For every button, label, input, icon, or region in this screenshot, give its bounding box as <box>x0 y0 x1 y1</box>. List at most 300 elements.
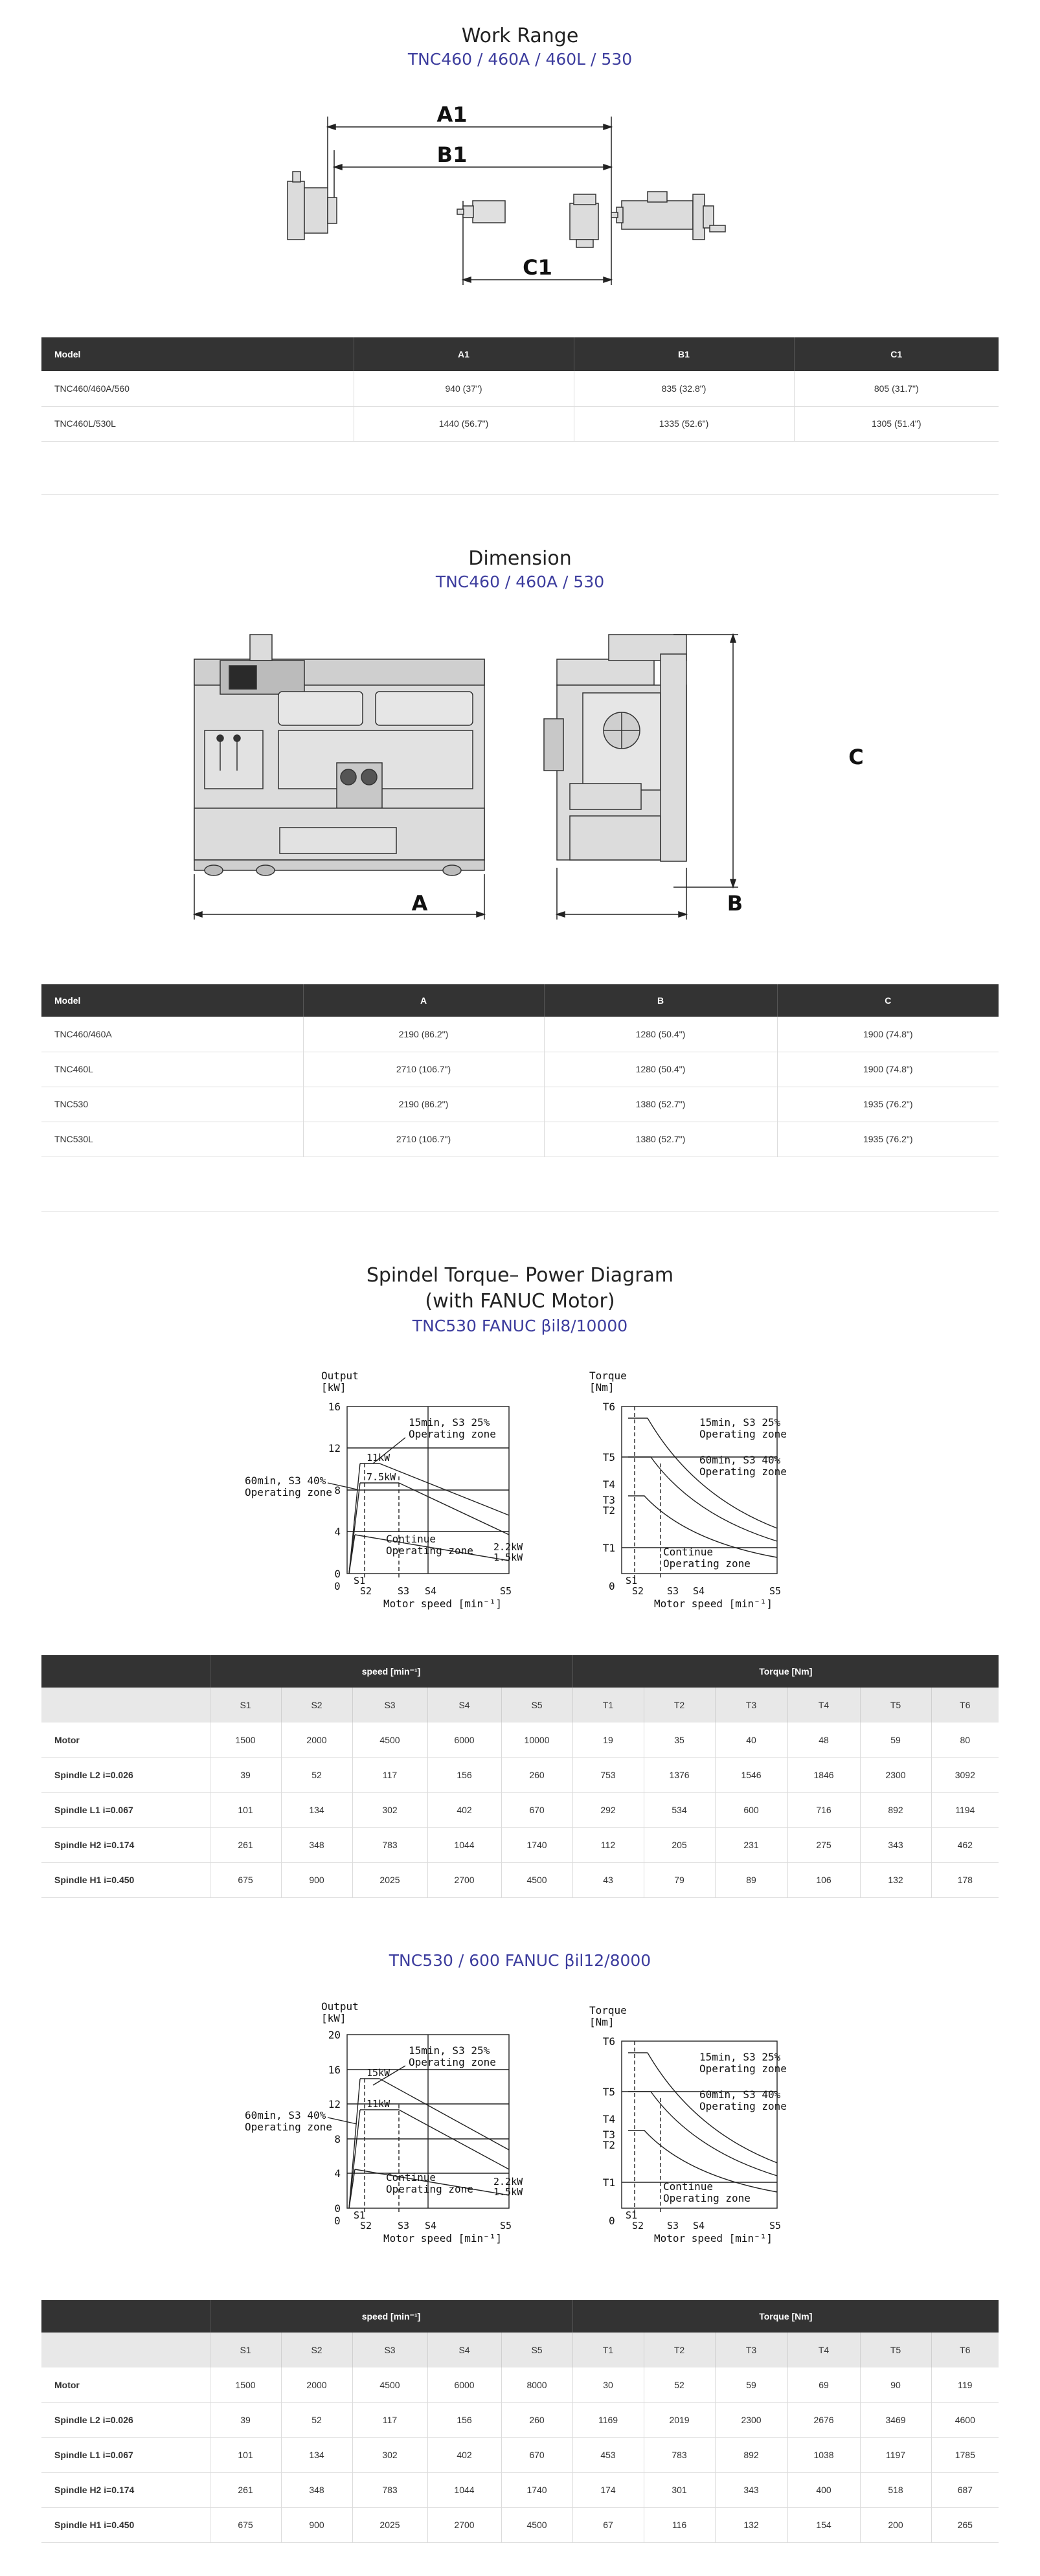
cell: 670 <box>501 2437 572 2472</box>
cell: 940 (37") <box>354 371 574 406</box>
cell: 1197 <box>860 2437 931 2472</box>
table-row <box>41 2367 999 2402</box>
s-label: S4 <box>693 2220 705 2231</box>
cell: 2700 <box>427 1862 501 1897</box>
header-blank <box>41 2300 210 2333</box>
cell: 900 <box>281 2507 352 2542</box>
zone-60-label-b: Operating zone <box>699 1465 787 1478</box>
cell: 4500 <box>501 2507 572 2542</box>
cell: 1194 <box>931 1792 999 1827</box>
cell: 753 <box>572 1757 644 1792</box>
cell: 348 <box>281 2472 352 2507</box>
cell: 101 <box>210 1792 281 1827</box>
diagram2-table <box>41 2300 999 2543</box>
cell: 783 <box>352 1827 427 1862</box>
s-label: S5 <box>500 2220 512 2231</box>
power-marker: 11kW <box>367 2098 390 2110</box>
cell: 2710 (106.7") <box>303 1052 544 1087</box>
cell: 675 <box>210 2507 281 2542</box>
torque-title-line2: (with FANUC Motor) <box>425 1290 615 1313</box>
s-label: S2 <box>360 2220 372 2231</box>
power-origin: 0 <box>334 2215 341 2227</box>
header-t1: T1 <box>572 2333 644 2367</box>
torque-x-label: Motor speed [min⁻¹] <box>654 2232 773 2244</box>
cell: 89 <box>715 1862 787 1897</box>
row-label: Motor <box>41 1723 210 1757</box>
s-label: S3 <box>667 2220 679 2231</box>
torque-title: Spindel Torque– Power Diagram <box>366 1264 674 1287</box>
torque-ytick: T2 <box>602 1504 615 1517</box>
section-divider <box>41 494 999 495</box>
section-divider <box>41 1211 999 1212</box>
machine-side-view <box>544 635 686 861</box>
cell: 534 <box>644 1792 715 1827</box>
diagram2-subtitle: TNC530 / 600 FANUC βil12/8000 <box>389 1951 651 1970</box>
header-s3: S3 <box>352 2333 427 2367</box>
zone-60-label: 60min, S3 40% <box>699 2088 781 2101</box>
header-blank <box>41 1688 210 1723</box>
cell: 343 <box>860 1827 931 1862</box>
cell: 2025 <box>352 1862 427 1897</box>
table-row <box>41 2507 999 2542</box>
s-label: S5 <box>769 2220 782 2231</box>
header-t1: T1 <box>572 1688 644 1723</box>
cell: 43 <box>572 1862 644 1897</box>
cell: 1740 <box>501 2472 572 2507</box>
cell: 265 <box>931 2507 999 2542</box>
cell: TNC530L <box>41 1122 303 1157</box>
cell: 518 <box>860 2472 931 2507</box>
torque-ytick: T4 <box>602 2113 615 2125</box>
table-row <box>41 1792 999 1827</box>
table-header-row <box>41 337 999 371</box>
turret-tool <box>611 192 725 240</box>
cell: 39 <box>210 2402 281 2437</box>
table-row <box>41 1827 999 1862</box>
cell: 1546 <box>715 1757 787 1792</box>
cell: 783 <box>644 2437 715 2472</box>
cell: 4500 <box>352 2367 427 2402</box>
cell: 106 <box>787 1862 860 1897</box>
power-x-label: Motor speed [min⁻¹] <box>383 1598 503 1610</box>
cell: 900 <box>281 1862 352 1897</box>
diagram2-torque-chart <box>583 2001 855 2254</box>
cell: 302 <box>352 1792 427 1827</box>
cell: 80 <box>931 1723 999 1757</box>
cell: 2300 <box>860 1757 931 1792</box>
cell: 1500 <box>210 2367 281 2402</box>
work-range-subtitle: TNC460 / 460A / 460L / 530 <box>407 50 633 69</box>
header-a: A <box>303 984 544 1017</box>
work-range-table <box>41 337 999 442</box>
power-y-unit: [kW] <box>321 2012 346 2024</box>
cell: 4500 <box>501 1862 572 1897</box>
cell: 275 <box>787 1827 860 1862</box>
torque-ytick: T1 <box>602 2176 615 2189</box>
cell: 1740 <box>501 1827 572 1862</box>
header-b1: B1 <box>574 337 794 371</box>
s-label: S1 <box>354 2209 366 2221</box>
cell: 835 (32.8") <box>574 371 794 406</box>
continue-label-b: Operating zone <box>663 1557 751 1570</box>
power-ytick: 8 <box>334 2133 341 2145</box>
header-t4: T4 <box>787 1688 860 1723</box>
table-header-row <box>41 984 999 1017</box>
power-marker: 1.5kW <box>493 2186 523 2198</box>
cell: 35 <box>644 1723 715 1757</box>
cell: 2000 <box>281 2367 352 2402</box>
cell: 116 <box>644 2507 715 2542</box>
dim-label-c1: C1 <box>523 255 552 280</box>
cell: 1500 <box>210 1723 281 1757</box>
cell: 134 <box>281 2437 352 2472</box>
table-row <box>41 2437 999 2472</box>
torque-origin: 0 <box>609 2215 615 2227</box>
power-y-title: Output <box>321 1370 359 1382</box>
cell: TNC460/460A <box>41 1017 303 1052</box>
cell: 154 <box>787 2507 860 2542</box>
header-torque-group: Torque [Nm] <box>572 2300 999 2333</box>
header-t2: T2 <box>644 1688 715 1723</box>
cell: 2025 <box>352 2507 427 2542</box>
table-row <box>41 1087 999 1122</box>
row-label: Spindle H2 i=0.174 <box>41 2472 210 2507</box>
cell: 8000 <box>501 2367 572 2402</box>
header-s1: S1 <box>210 2333 281 2367</box>
power-ytick: 12 <box>328 1442 341 1454</box>
s-label: S4 <box>425 2220 437 2231</box>
cell: 3469 <box>860 2402 931 2437</box>
zone-15-label: 15min, S3 25% <box>699 1416 781 1429</box>
cell: 40 <box>715 1723 787 1757</box>
header-c: C <box>777 984 999 1017</box>
torque-y-title: Torque <box>589 1370 627 1382</box>
power-marker: 11kW <box>367 1452 390 1463</box>
continue-label: Continue <box>386 2171 436 2184</box>
power-ytick: 0 <box>334 2202 341 2215</box>
workpiece <box>457 201 505 223</box>
cell: 687 <box>931 2472 999 2507</box>
s-label: S4 <box>425 1585 437 1597</box>
cell: 1305 (51.4") <box>794 406 999 441</box>
cell: 1440 (56.7") <box>354 406 574 441</box>
header-torque-group: Torque [Nm] <box>572 1655 999 1688</box>
cell: 1380 (52.7") <box>544 1087 777 1122</box>
zone-15-label-b: Operating zone <box>699 1428 787 1440</box>
cell: 59 <box>715 2367 787 2402</box>
cell: 1785 <box>931 2437 999 2472</box>
table-row <box>41 1122 999 1157</box>
header-a1: A1 <box>354 337 574 371</box>
cell: 1169 <box>572 2402 644 2437</box>
s-label: S2 <box>632 1585 644 1597</box>
torque-ytick: T2 <box>602 2139 615 2151</box>
power-ytick: 4 <box>334 1526 341 1538</box>
power-ytick: 20 <box>328 2029 341 2041</box>
s-label: S2 <box>360 1585 372 1597</box>
cell: 292 <box>572 1792 644 1827</box>
work-range-drawing <box>278 91 771 298</box>
s-label: S3 <box>398 1585 410 1597</box>
table-row <box>41 2472 999 2507</box>
table-row <box>41 2402 999 2437</box>
cell: TNC460L/530L <box>41 406 354 441</box>
torque-ytick: T3 <box>602 2129 615 2141</box>
torque-ytick: T6 <box>602 1401 615 1413</box>
power-ytick: 12 <box>328 2098 341 2110</box>
cell: 1038 <box>787 2437 860 2472</box>
cell: 716 <box>787 1792 860 1827</box>
cell: 200 <box>860 2507 931 2542</box>
zone-60-label: 60min, S3 40% <box>245 1474 326 1487</box>
continue-label-b: Operating zone <box>386 1544 473 1557</box>
header-speed-group: speed [min⁻¹] <box>210 2300 572 2333</box>
torque-y-title: Torque <box>589 2004 627 2017</box>
s-label: S1 <box>626 1575 638 1587</box>
power-y-title: Output <box>321 2001 359 2013</box>
continue-label: Continue <box>663 1546 714 1558</box>
cell: 2000 <box>281 1723 352 1757</box>
cell: 156 <box>427 2402 501 2437</box>
cell: 1335 (52.6") <box>574 406 794 441</box>
torque-ytick: T6 <box>602 2035 615 2048</box>
power-ytick: 8 <box>334 1484 341 1497</box>
header-b: B <box>544 984 777 1017</box>
cell: 69 <box>787 2367 860 2402</box>
torque-ytick: T3 <box>602 1494 615 1506</box>
diagram1-torque-chart <box>583 1366 855 1619</box>
cell: 3092 <box>931 1757 999 1792</box>
header-s5: S5 <box>501 1688 572 1723</box>
cell: 453 <box>572 2437 644 2472</box>
power-marker: 2.2kW <box>493 2176 523 2187</box>
torque-y-unit: [Nm] <box>589 2016 615 2028</box>
zone-60-label-b: Operating zone <box>245 1486 332 1498</box>
table-row <box>41 1017 999 1052</box>
table-sub-header-row <box>41 1688 999 1723</box>
row-label: Spindle H1 i=0.450 <box>41 1862 210 1897</box>
zone-60-label: 60min, S3 40% <box>699 1454 781 1466</box>
cell: 462 <box>931 1827 999 1862</box>
table-group-header-row <box>41 2300 999 2333</box>
header-s2: S2 <box>281 1688 352 1723</box>
header-s3: S3 <box>352 1688 427 1723</box>
s-label: S1 <box>626 2209 638 2221</box>
cell: 783 <box>352 2472 427 2507</box>
cell: 1280 (50.4") <box>544 1052 777 1087</box>
cell: 2710 (106.7") <box>303 1122 544 1157</box>
chuck-headstock <box>288 172 337 240</box>
diagram1-subtitle: TNC530 FANUC βil8/10000 <box>412 1316 628 1335</box>
diagram2-power-chart <box>243 2001 567 2254</box>
power-marker: 1.5kW <box>493 1552 523 1563</box>
cell: 261 <box>210 1827 281 1862</box>
cell: 205 <box>644 1827 715 1862</box>
zone-15-label: 15min, S3 25% <box>409 2044 490 2057</box>
table-row <box>41 1723 999 1757</box>
machine-front-view <box>194 635 484 876</box>
cell: 178 <box>931 1862 999 1897</box>
cell: 260 <box>501 2402 572 2437</box>
cell: 19 <box>572 1723 644 1757</box>
cell: 174 <box>572 2472 644 2507</box>
cell: TNC530 <box>41 1087 303 1122</box>
header-model: Model <box>41 984 303 1017</box>
cell: 1846 <box>787 1757 860 1792</box>
cell: 261 <box>210 2472 281 2507</box>
zone-60-label: 60min, S3 40% <box>245 2109 326 2121</box>
cell: 343 <box>715 2472 787 2507</box>
power-ytick: 16 <box>328 2064 341 2076</box>
header-t5: T5 <box>860 2333 931 2367</box>
header-speed-group: speed [min⁻¹] <box>210 1655 572 1688</box>
dimension-subtitle: TNC460 / 460A / 530 <box>435 572 605 591</box>
cell: 52 <box>281 1757 352 1792</box>
header-t6: T6 <box>931 2333 999 2367</box>
cell: 1900 (74.8") <box>777 1052 999 1087</box>
continue-label-b: Operating zone <box>663 2192 751 2204</box>
cell: 675 <box>210 1862 281 1897</box>
cell: 260 <box>501 1757 572 1792</box>
cell: 301 <box>644 2472 715 2507</box>
cell: 2700 <box>427 2507 501 2542</box>
cell: 6000 <box>427 1723 501 1757</box>
cell: 156 <box>427 1757 501 1792</box>
torque-y-unit: [Nm] <box>589 1381 615 1394</box>
power-marker: 7.5kW <box>367 1471 396 1483</box>
cell: 302 <box>352 2437 427 2472</box>
cell: 2190 (86.2") <box>303 1017 544 1052</box>
torque-x-label: Motor speed [min⁻¹] <box>654 1598 773 1610</box>
dimension-title: Dimension <box>468 547 572 570</box>
row-label: Spindle L1 i=0.067 <box>41 1792 210 1827</box>
s-label: S5 <box>769 1585 782 1597</box>
zone-15-label-b: Operating zone <box>409 1428 496 1440</box>
cell: 600 <box>715 1792 787 1827</box>
cell: 101 <box>210 2437 281 2472</box>
dim-label-b1: B1 <box>436 142 468 167</box>
dim-label-a: A <box>411 891 428 916</box>
header-s4: S4 <box>427 2333 501 2367</box>
s-label: S3 <box>667 1585 679 1597</box>
cell: TNC460/460A/560 <box>41 371 354 406</box>
zone-15-label-b: Operating zone <box>699 2062 787 2075</box>
header-t3: T3 <box>715 2333 787 2367</box>
cell: 119 <box>931 2367 999 2402</box>
cell: 400 <box>787 2472 860 2507</box>
cell: 48 <box>787 1723 860 1757</box>
cell: 892 <box>860 1792 931 1827</box>
header-t4: T4 <box>787 2333 860 2367</box>
s-label: S5 <box>500 1585 512 1597</box>
cell: 348 <box>281 1827 352 1862</box>
continue-label: Continue <box>663 2180 714 2193</box>
cell: 4500 <box>352 1723 427 1757</box>
cell: 1900 (74.8") <box>777 1017 999 1052</box>
cell: 231 <box>715 1827 787 1862</box>
table-row <box>41 1862 999 1897</box>
power-ytick: 4 <box>334 2167 341 2180</box>
dimension-drawing <box>181 622 894 939</box>
cell: 892 <box>715 2437 787 2472</box>
table-row <box>41 371 999 406</box>
header-blank <box>41 1655 210 1688</box>
header-blank <box>41 2333 210 2367</box>
torque-ytick: T4 <box>602 1478 615 1491</box>
cell: 2300 <box>715 2402 787 2437</box>
cell: 2190 (86.2") <box>303 1087 544 1122</box>
zone-15-label: 15min, S3 25% <box>699 2051 781 2063</box>
header-s1: S1 <box>210 1688 281 1723</box>
table-row <box>41 1757 999 1792</box>
s-label: S2 <box>632 2220 644 2231</box>
power-marker: 2.2kW <box>493 1541 523 1553</box>
row-label: Spindle H2 i=0.174 <box>41 1827 210 1862</box>
row-label: Spindle L1 i=0.067 <box>41 2437 210 2472</box>
cell: 59 <box>860 1723 931 1757</box>
cell: 79 <box>644 1862 715 1897</box>
row-label: Spindle H1 i=0.450 <box>41 2507 210 2542</box>
cell: 112 <box>572 1827 644 1862</box>
zone-15-label: 15min, S3 25% <box>409 1416 490 1429</box>
torque-ytick: T1 <box>602 1542 615 1554</box>
s-label: S4 <box>693 1585 705 1597</box>
table-group-header-row <box>41 1655 999 1688</box>
header-s2: S2 <box>281 2333 352 2367</box>
cell: 30 <box>572 2367 644 2402</box>
cell: 52 <box>281 2402 352 2437</box>
table-row <box>41 1052 999 1087</box>
cell: 52 <box>644 2367 715 2402</box>
torque-ytick: T5 <box>602 2086 615 2098</box>
cell: 10000 <box>501 1723 572 1757</box>
continue-label: Continue <box>386 1533 436 1545</box>
diagram1-power-chart <box>243 1366 567 1619</box>
dim-label-b: B <box>727 891 743 916</box>
torque-ytick: T5 <box>602 1451 615 1463</box>
header-t6: T6 <box>931 1688 999 1723</box>
cell: 1044 <box>427 2472 501 2507</box>
cell: 67 <box>572 2507 644 2542</box>
header-c1: C1 <box>794 337 999 371</box>
s-label: S3 <box>398 2220 410 2231</box>
cell: 402 <box>427 2437 501 2472</box>
power-y-unit: [kW] <box>321 1381 346 1394</box>
row-label: Spindle L2 i=0.026 <box>41 2402 210 2437</box>
table-row <box>41 406 999 441</box>
dim-label-c: C <box>848 745 864 769</box>
cell: TNC460L <box>41 1052 303 1087</box>
zone-60-label-b: Operating zone <box>245 2121 332 2133</box>
power-ytick: 0 <box>334 1568 341 1580</box>
cell: 670 <box>501 1792 572 1827</box>
power-ytick: 16 <box>328 1401 341 1413</box>
work-range-title: Work Range <box>461 25 579 47</box>
cell: 1044 <box>427 1827 501 1862</box>
header-s4: S4 <box>427 1688 501 1723</box>
cell: 134 <box>281 1792 352 1827</box>
power-marker: 15kW <box>367 2067 390 2079</box>
power-x-label: Motor speed [min⁻¹] <box>383 2232 503 2244</box>
cell: 117 <box>352 1757 427 1792</box>
cell: 39 <box>210 1757 281 1792</box>
diagram1-table <box>41 1655 999 1898</box>
cell: 6000 <box>427 2367 501 2402</box>
cell: 117 <box>352 2402 427 2437</box>
s-label: S1 <box>354 1575 366 1587</box>
cell: 90 <box>860 2367 931 2402</box>
power-origin: 0 <box>334 1580 341 1592</box>
